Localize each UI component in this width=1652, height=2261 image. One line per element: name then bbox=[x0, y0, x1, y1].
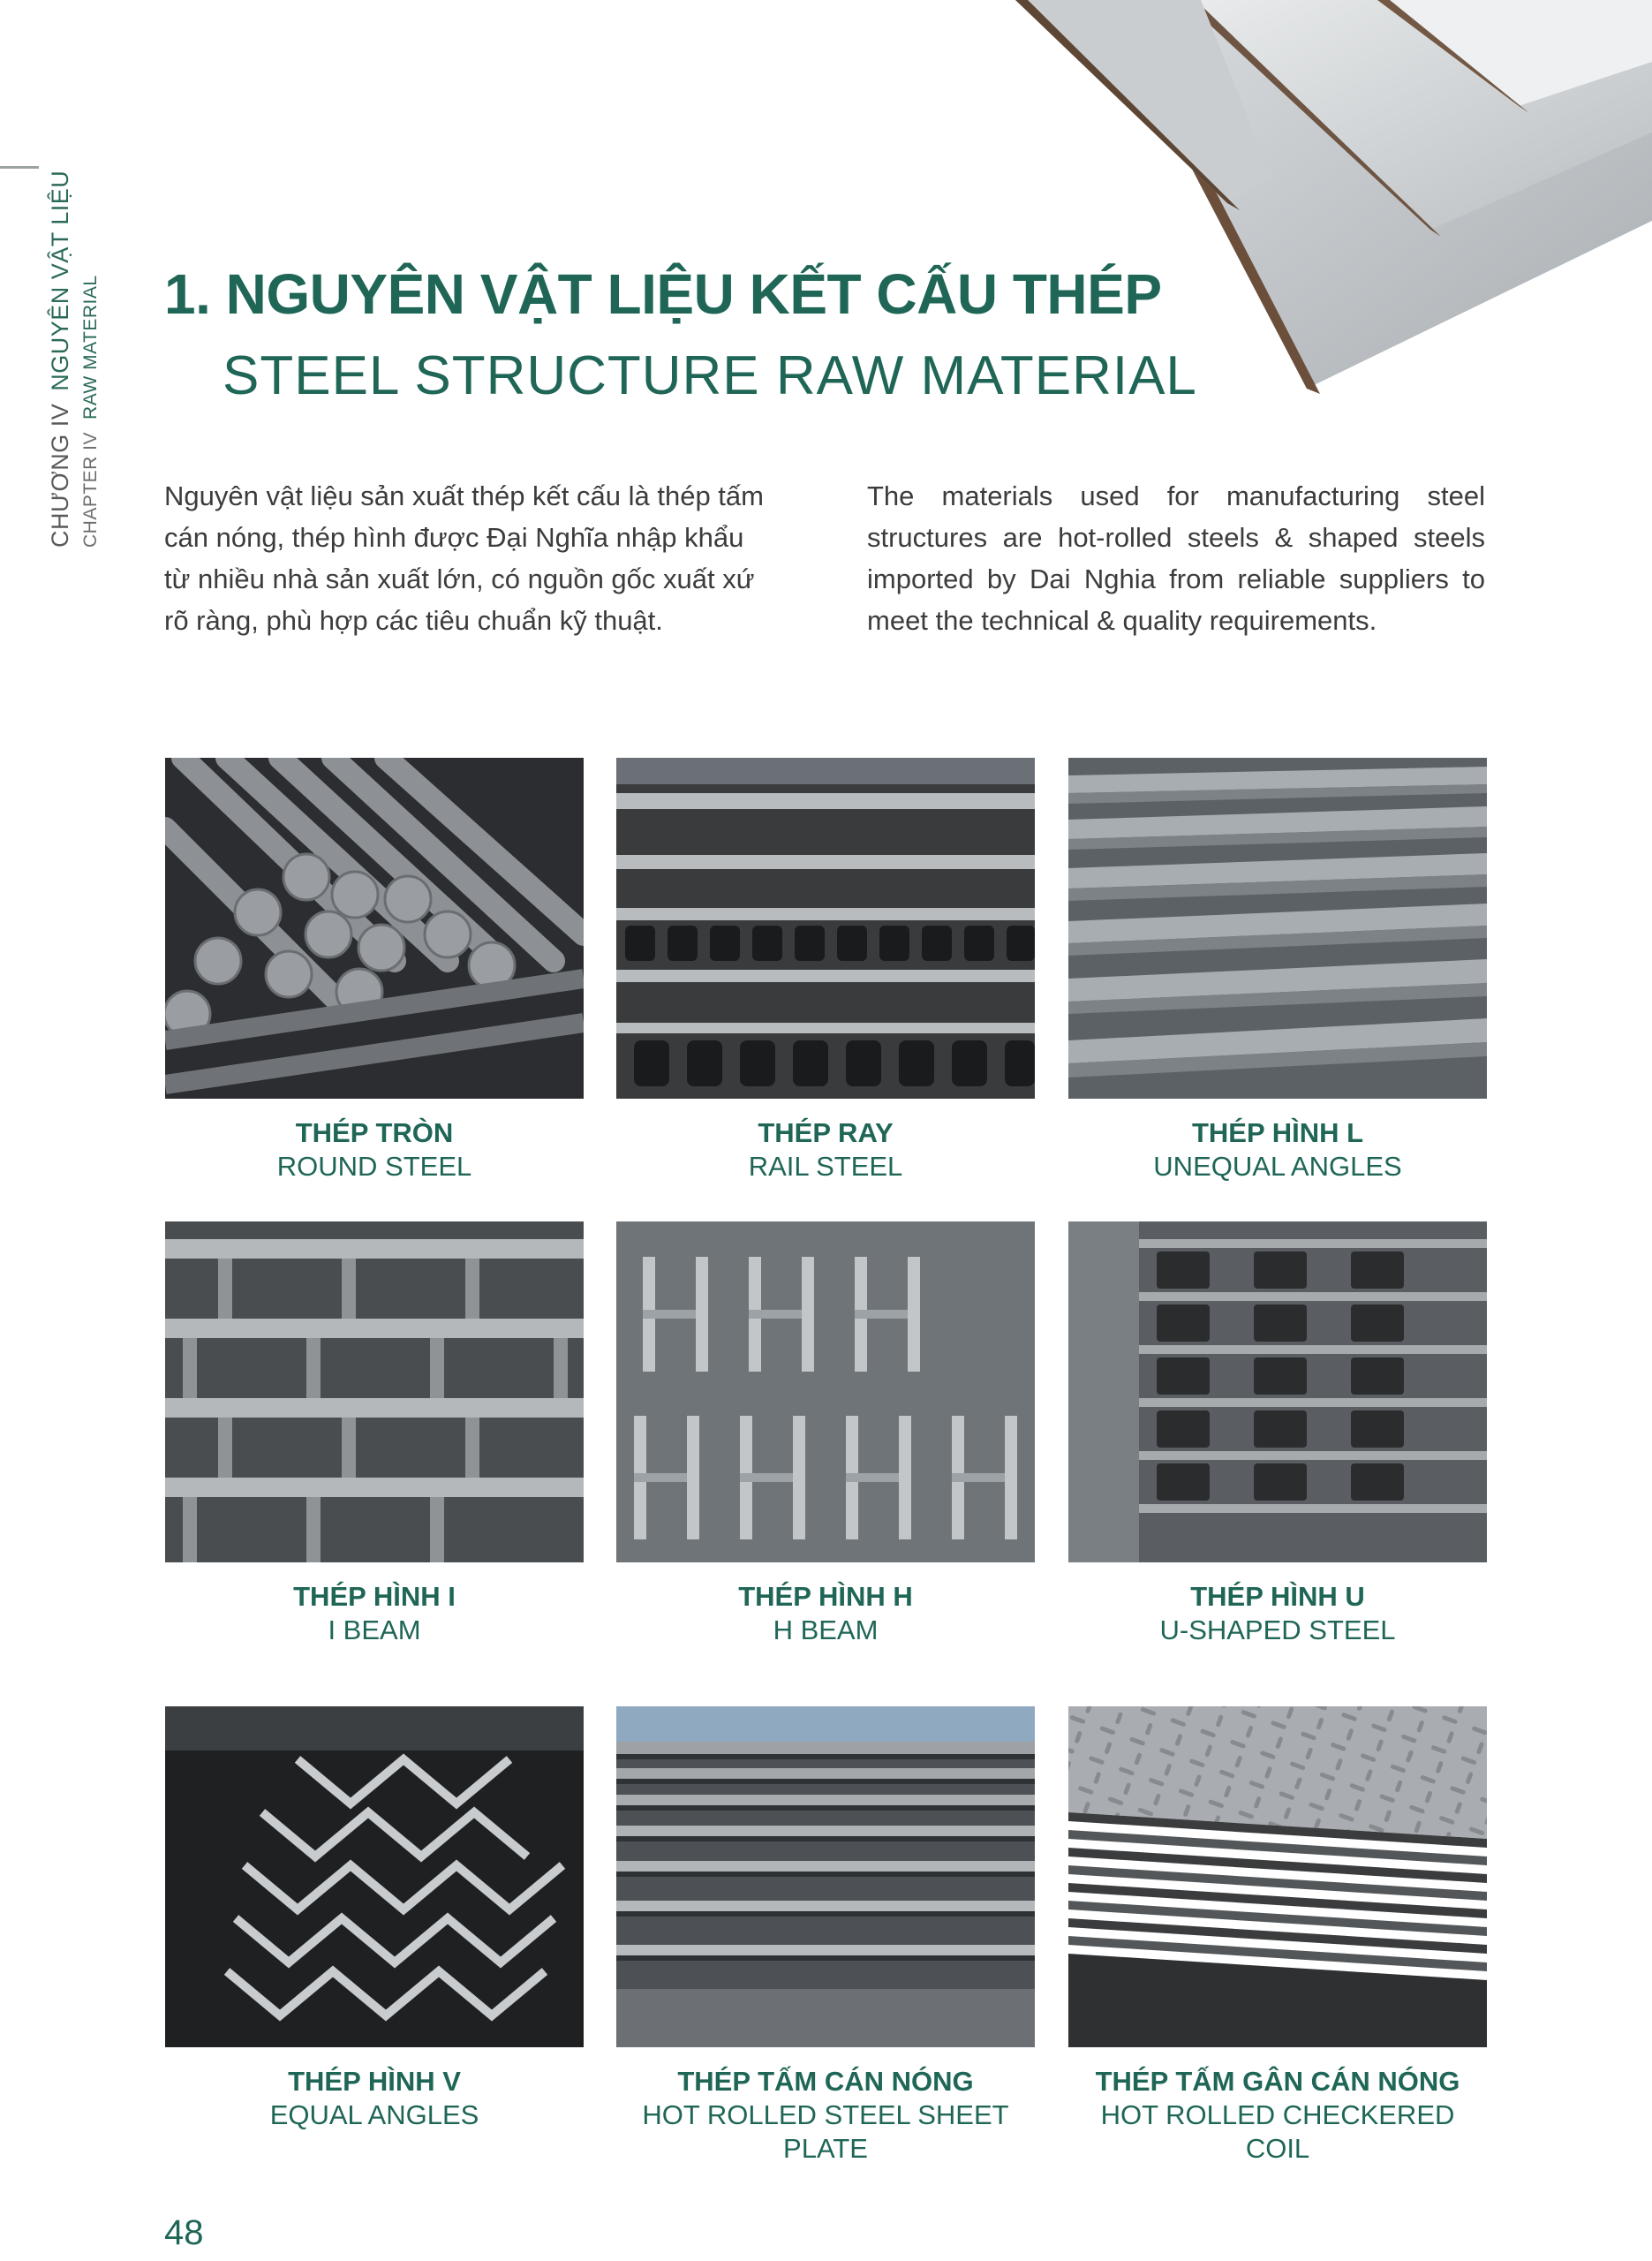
product-card-u-shaped-steel bbox=[1068, 1221, 1487, 1647]
product-name-en: EQUAL ANGLES bbox=[269, 2099, 479, 2130]
section-vn-text: NGUYÊN VẬT LIỆU bbox=[47, 170, 73, 391]
page-title-en: STEEL STRUCTURE RAW MATERIAL bbox=[223, 345, 1197, 406]
product-name-en: HOT ROLLED CHECKERED COIL bbox=[1100, 2099, 1455, 2164]
product-caption bbox=[165, 1116, 584, 1183]
product-caption bbox=[616, 1580, 1035, 1647]
product-name-en: RAIL STEEL bbox=[748, 1151, 903, 1182]
chapter-side-label bbox=[46, 170, 102, 548]
intro-paragraph-vn: Nguyên vật liệu sản xuất thép kết cấu là thép tấm cán nóng, thép hình được Đại Nghĩa nhập khẩu từ nhiều nhà sản xuất lớn, có nguồn gốc xuất xứ rõ ràng, phù hợp các tiêu chuẩn kỹ thuật. bbox=[164, 480, 764, 636]
product-card-round-steel bbox=[165, 758, 584, 1183]
product-card-h-beam bbox=[616, 1221, 1035, 1647]
product-name-en: ROUND STEEL bbox=[276, 1151, 472, 1182]
chapter-vn-text: CHƯƠNG IV bbox=[47, 403, 73, 548]
product-caption bbox=[1068, 1116, 1487, 1183]
product-card-rail-steel bbox=[616, 758, 1035, 1183]
product-caption bbox=[165, 2065, 584, 2132]
i-beam-photo bbox=[165, 1221, 584, 1562]
product-name-vn: THÉP HÌNH V bbox=[288, 2066, 461, 2097]
product-name-vn: THÉP HÌNH U bbox=[1190, 1581, 1365, 1612]
equal-angles-photo bbox=[165, 1706, 584, 2047]
chapter-label-en bbox=[79, 170, 102, 548]
product-card-hot-rolled-steel-sheet-plate bbox=[616, 1706, 1035, 2166]
h-beam-photo bbox=[616, 1221, 1035, 1562]
product-card-equal-angles bbox=[165, 1706, 584, 2132]
hot-rolled-steel-sheet-plate-photo bbox=[616, 1706, 1035, 2047]
product-name-vn: THÉP HÌNH H bbox=[738, 1581, 913, 1612]
product-name-vn: THÉP HÌNH L bbox=[1191, 1117, 1364, 1148]
product-name-vn: THÉP TRÒN bbox=[295, 1117, 454, 1148]
product-name-vn: THÉP TẤM GÂN CÁN NÓNG bbox=[1095, 2066, 1460, 2097]
side-rule-line bbox=[0, 166, 39, 169]
chapter-en-text: CHAPTER IV bbox=[79, 431, 101, 548]
product-name-vn: THÉP RAY bbox=[758, 1117, 894, 1148]
product-name-vn: THÉP TẤM CÁN NÓNG bbox=[677, 2066, 974, 2097]
product-name-en: HOT ROLLED STEEL SHEET PLATE bbox=[642, 2099, 1009, 2164]
product-name-en: U-SHAPED STEEL bbox=[1159, 1614, 1396, 1645]
page-number: 48 bbox=[164, 2213, 204, 2252]
product-name-vn: THÉP HÌNH I bbox=[293, 1581, 456, 1612]
chapter-label-vn bbox=[46, 170, 76, 548]
product-name-en: UNEQUAL ANGLES bbox=[1153, 1151, 1402, 1182]
page-title-vn: 1. NGUYÊN VẬT LIỆU KẾT CẤU THÉP bbox=[164, 262, 1162, 326]
product-caption bbox=[616, 1116, 1035, 1183]
product-name-en: H BEAM bbox=[773, 1614, 879, 1645]
round-steel-photo bbox=[165, 758, 584, 1099]
product-name-en: I BEAM bbox=[328, 1614, 421, 1645]
intro-paragraph-en: The materials used for manufacturing steel structures are hot-rolled steels & shaped steels imported by Dai Nghia from reliable suppliers to meet the technical & quality requirements. bbox=[867, 480, 1485, 636]
hot-rolled-checkered-coil-photo bbox=[1068, 1706, 1487, 2047]
product-caption bbox=[1068, 2065, 1487, 2166]
product-caption bbox=[1068, 1580, 1487, 1647]
rail-steel-photo bbox=[616, 758, 1035, 1099]
product-card-hot-rolled-checkered-coil bbox=[1068, 1706, 1487, 2166]
product-caption bbox=[616, 2065, 1035, 2166]
unequal-angles-photo bbox=[1068, 758, 1487, 1099]
product-card-i-beam bbox=[165, 1221, 584, 1647]
product-card-unequal-angles bbox=[1068, 758, 1487, 1183]
u-shaped-steel-photo bbox=[1068, 1221, 1487, 1562]
section-en-text: RAW MATERIAL bbox=[79, 275, 101, 420]
product-caption bbox=[165, 1580, 584, 1647]
